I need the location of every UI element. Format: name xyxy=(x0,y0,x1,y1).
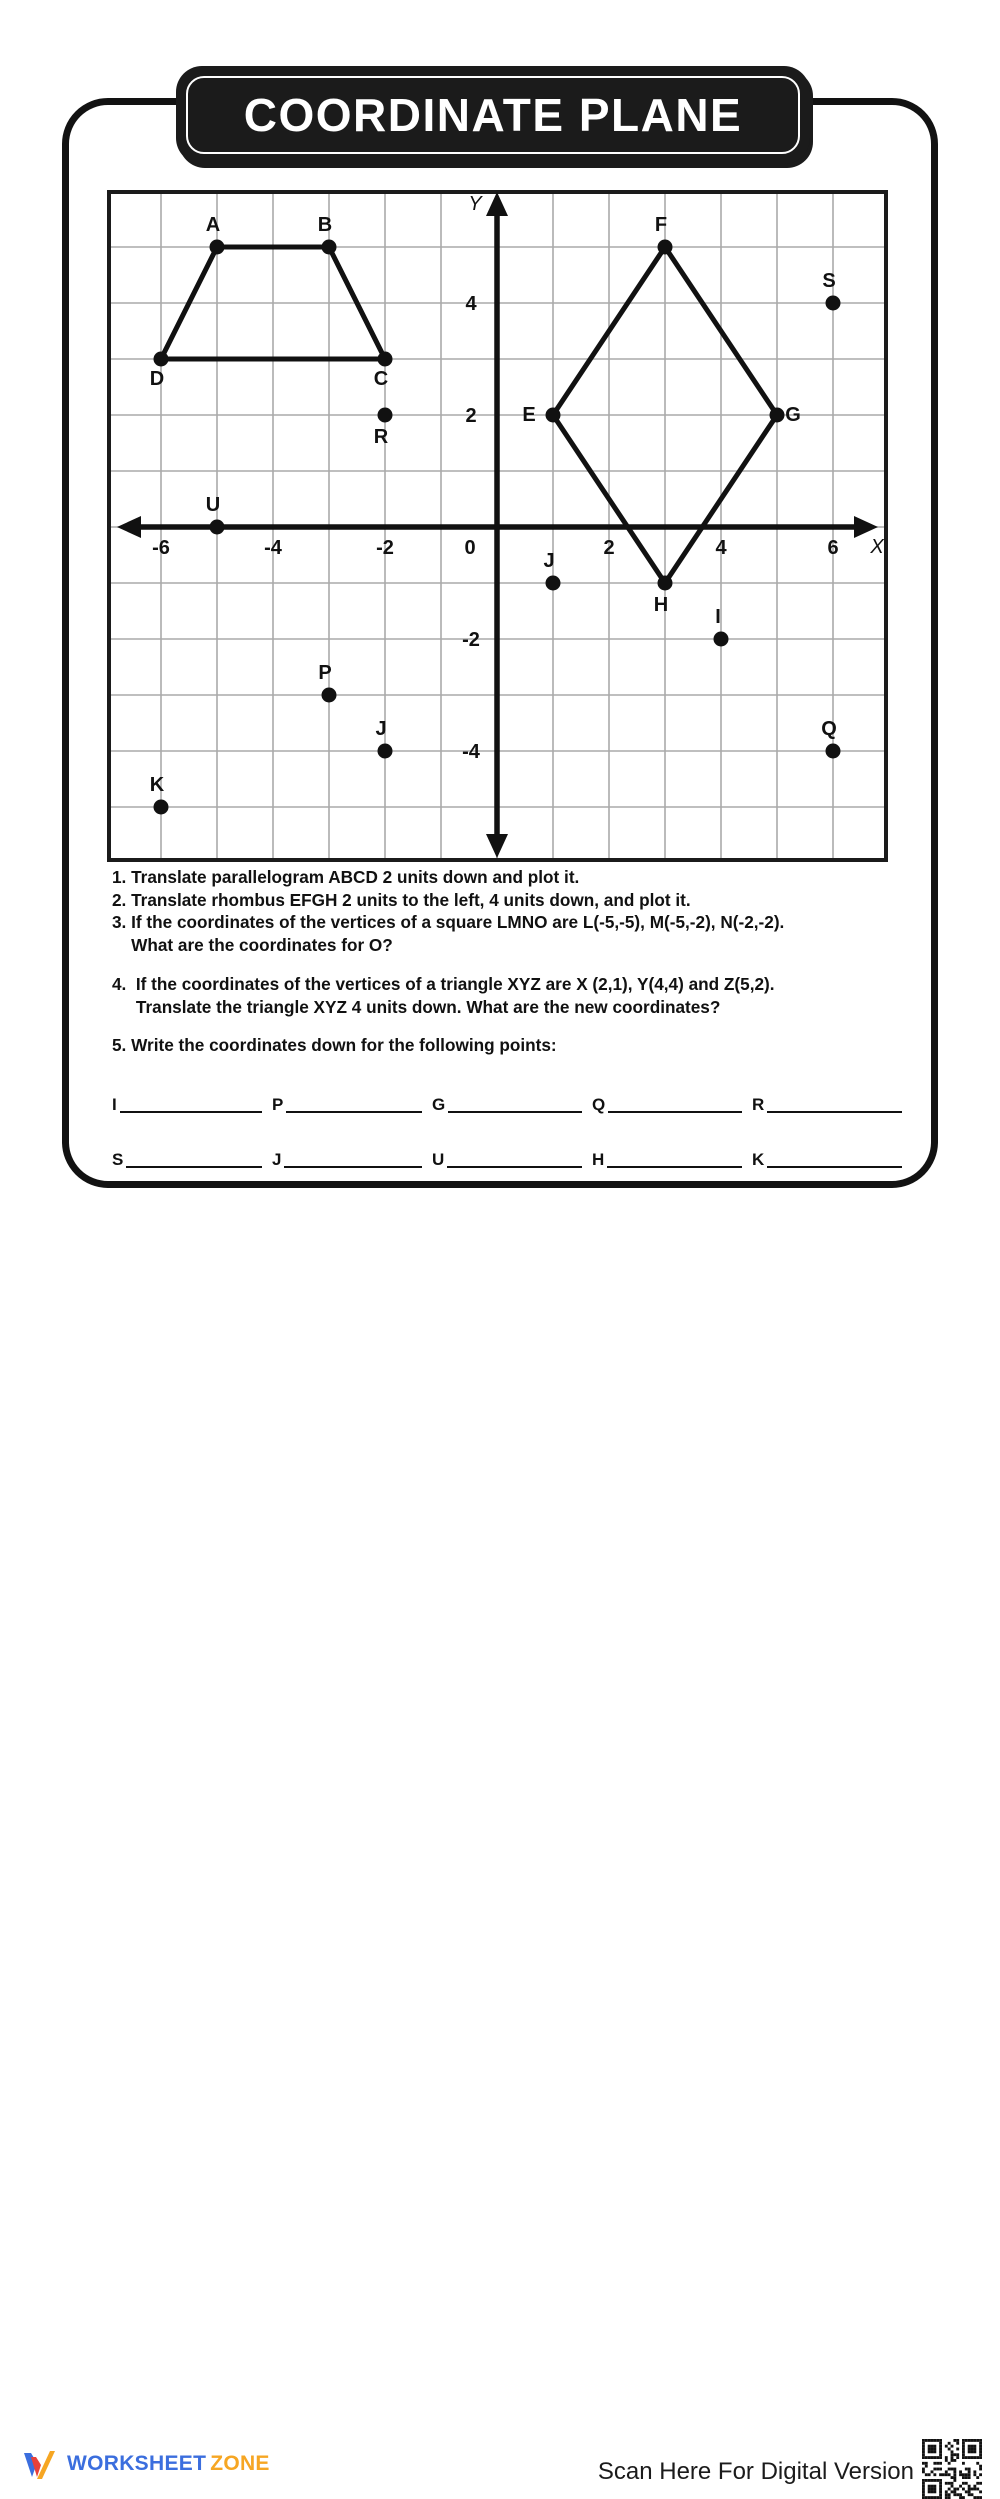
blank-line[interactable] xyxy=(448,1101,582,1113)
blank-label: I xyxy=(112,1095,117,1114)
point-label-r: R xyxy=(373,426,389,448)
blank-item-g[interactable] xyxy=(432,1096,592,1113)
page-title: COORDINATE PLANE xyxy=(243,89,743,141)
blank-row-2 xyxy=(112,1151,912,1168)
blank-line[interactable] xyxy=(120,1101,262,1113)
plotted-point-h xyxy=(658,576,673,591)
plotted-point-q xyxy=(826,744,841,759)
question-3-continued: What are the coordinates for O? xyxy=(112,935,393,956)
coordinate-plane-svg xyxy=(107,190,888,862)
x-tick-label: -6 xyxy=(152,537,170,559)
brand-checkmark-icon xyxy=(22,2447,60,2481)
point-label-i: I xyxy=(715,606,721,628)
y-axis-label: Y xyxy=(468,193,482,215)
question-2: 2. Translate rhombus EFGH 2 units to the left, 4 units down, and plot it. xyxy=(112,889,691,910)
x-tick-label: 4 xyxy=(715,537,727,559)
plotted-point-s xyxy=(826,296,841,311)
blank-line[interactable] xyxy=(607,1156,742,1168)
blank-item-r[interactable] xyxy=(752,1096,912,1113)
page-footer xyxy=(0,1215,1000,2485)
coordinate-plane-graph xyxy=(107,190,888,862)
origin-tick-label: 0 xyxy=(464,537,476,559)
question-4: 4. If the coordinates of the vertices of a triangle XYZ are X (2,1), Y(4,4) and Z(5,2). xyxy=(112,973,775,994)
point-label-a: A xyxy=(205,214,221,236)
point-label-e: E xyxy=(522,404,536,426)
blank-line[interactable] xyxy=(126,1156,262,1168)
plotted-point-p xyxy=(322,688,337,703)
y-tick-label: 4 xyxy=(465,293,477,315)
point-label-g: G xyxy=(785,404,801,426)
blank-item-i[interactable] xyxy=(112,1096,272,1113)
plotted-point-e xyxy=(546,408,561,423)
blank-line[interactable] xyxy=(284,1156,422,1168)
plotted-point-d xyxy=(154,352,169,367)
blank-item-s[interactable] xyxy=(112,1151,272,1168)
blank-line[interactable] xyxy=(286,1101,422,1113)
scan-prompt-text: Scan Here For Digital Version xyxy=(597,2458,914,2485)
point-label-u: U xyxy=(205,494,221,516)
y-tick-label: 2 xyxy=(465,405,477,427)
blank-label: H xyxy=(592,1150,605,1169)
brand-name-secondary: ZONE xyxy=(210,2452,270,2475)
blank-label: K xyxy=(752,1150,765,1169)
point-label-h: H xyxy=(653,594,669,616)
x-tick-label: 2 xyxy=(603,537,615,559)
question-1: 1. Translate parallelogram ABCD 2 units down and plot it. xyxy=(112,867,580,887)
qr-code-icon[interactable] xyxy=(922,2439,982,2499)
plotted-point-c xyxy=(378,352,393,367)
point-label-b: B xyxy=(317,214,333,236)
point-label-c: C xyxy=(373,368,389,390)
y-tick-label: -2 xyxy=(462,629,480,651)
plotted-point-a xyxy=(210,240,225,255)
x-axis-label: X xyxy=(870,536,884,558)
plotted-point-j xyxy=(546,576,561,591)
point-label-j: J xyxy=(543,550,555,572)
point-label-k: K xyxy=(149,774,165,796)
blank-line[interactable] xyxy=(608,1101,742,1113)
blank-item-q[interactable] xyxy=(592,1096,752,1113)
blank-item-j[interactable] xyxy=(272,1151,432,1168)
x-tick-label: -2 xyxy=(376,537,394,559)
worksheet-title-plaque xyxy=(176,66,810,164)
blank-line[interactable] xyxy=(767,1156,902,1168)
plotted-point-b xyxy=(322,240,337,255)
x-tick-label: 6 xyxy=(827,537,839,559)
blank-label: U xyxy=(432,1150,445,1169)
plotted-point-r xyxy=(378,408,393,423)
x-tick-label: -4 xyxy=(264,537,282,559)
question-3: 3. If the coordinates of the vertices of a square LMNO are L(-5,-5), M(-5,-2), N(-2,-2). xyxy=(112,912,785,933)
blank-label: S xyxy=(112,1150,124,1169)
y-tick-label: -4 xyxy=(462,741,480,763)
blank-label: R xyxy=(752,1095,765,1114)
question-5: 5. Write the coordinates down for the following points: xyxy=(112,1035,557,1056)
plotted-point-j xyxy=(378,744,393,759)
plotted-point-i xyxy=(714,632,729,647)
point-label-f: F xyxy=(654,214,668,236)
plotted-point-g xyxy=(770,408,785,423)
blank-item-k[interactable] xyxy=(752,1151,912,1168)
point-label-s: S xyxy=(822,270,836,292)
blank-item-u[interactable] xyxy=(432,1151,592,1168)
plotted-point-f xyxy=(658,240,673,255)
blank-label: P xyxy=(272,1095,284,1114)
point-label-d: D xyxy=(149,368,165,390)
answer-blanks xyxy=(112,1096,912,1206)
question-4-continued: Translate the triangle XYZ 4 units down. What are the new coordinates? xyxy=(112,996,721,1017)
blank-item-p[interactable] xyxy=(272,1096,432,1113)
questions-block xyxy=(112,866,912,1057)
blank-label: Q xyxy=(592,1095,606,1114)
blank-label: G xyxy=(432,1095,446,1114)
brand-name-primary: WORKSHEET xyxy=(67,2452,207,2475)
blank-line[interactable] xyxy=(767,1101,902,1113)
point-label-j: J xyxy=(375,718,387,740)
worksheet-zone-logo[interactable] xyxy=(22,2447,270,2481)
plotted-point-u xyxy=(210,520,225,535)
point-label-q: Q xyxy=(821,718,837,740)
blank-line[interactable] xyxy=(447,1156,582,1168)
plotted-point-k xyxy=(154,800,169,815)
blank-label: J xyxy=(272,1150,282,1169)
blank-item-h[interactable] xyxy=(592,1151,752,1168)
blank-row-1 xyxy=(112,1096,912,1113)
point-label-p: P xyxy=(318,662,332,684)
